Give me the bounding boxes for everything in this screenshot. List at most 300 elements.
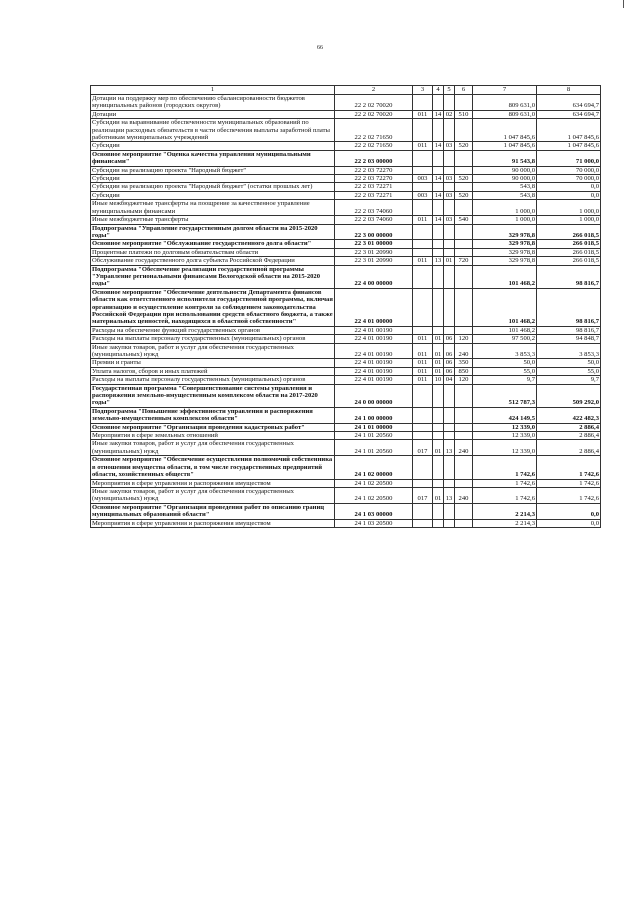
row-name-cell: Иные закупки товаров, работ и услуг для обеспечения государственных (муниципальных) нужд [91,343,335,359]
row-name-cell: Расходы на выплаты персоналу государственных (муниципальных) органов [91,335,335,343]
row-amount-2019-cell: 329 978,8 [473,240,537,248]
row-amount-2020-cell: 2 886,4 [537,440,601,456]
row-subsection-cell: 03 [444,191,455,199]
row-ministry-cell: 003 [413,175,433,183]
row-amount-2020-cell: 94 848,7 [537,335,601,343]
row-subsection-cell: 01 [444,257,455,265]
row-code-cell: 22 2 02 71650 [335,142,413,150]
row-amount-2019-cell: 1 047 845,6 [473,119,537,142]
row-code-cell: 24 1 01 20560 [335,440,413,456]
row-code-cell: 22 2 02 70020 [335,95,413,111]
row-code-cell: 24 1 00 00000 [335,407,413,423]
row-amount-2019-cell: 543,8 [473,183,537,191]
row-subsection-cell [444,288,455,326]
table-row [91,288,601,326]
table-row [91,423,601,431]
row-subsection-cell [444,183,455,191]
row-subsection-cell [444,407,455,423]
row-amount-2019-cell: 2 214,3 [473,503,537,519]
table-row [91,166,601,174]
row-ministry-cell [413,326,433,334]
row-amount-2019-cell: 1 000,0 [473,200,537,216]
row-name-cell: Государственная программа "Совершенствование системы управления и распоряжения земельно-имущественным комплексом области на 2017-2020 годы" [91,384,335,407]
row-amount-2020-cell: 1 742,6 [537,487,601,503]
row-name-cell: Премии и гранты [91,359,335,367]
row-ministry-cell [413,423,433,431]
table-row [91,326,601,334]
row-ministry-cell [413,119,433,142]
row-code-cell: 24 1 02 00000 [335,456,413,479]
row-ministry-cell [413,407,433,423]
row-type-cell [455,326,473,334]
row-subsection-cell: 06 [444,335,455,343]
row-amount-2020-cell: 2 886,4 [537,432,601,440]
row-section-cell: 01 [433,367,444,375]
row-amount-2020-cell: 1 047 845,6 [537,119,601,142]
row-section-cell [433,150,444,166]
budget-table [90,85,601,528]
row-section-cell [433,240,444,248]
row-type-cell: 240 [455,440,473,456]
row-code-cell: 22 3 00 00000 [335,224,413,240]
header-cell: 6 [455,86,473,95]
row-name-cell: Мероприятия в сфере управления и распоряжения имуществом [91,519,335,527]
header-cell: 7 [473,86,537,95]
row-type-cell [455,432,473,440]
row-type-cell [455,456,473,479]
table-header-row [91,86,601,95]
table-row [91,440,601,456]
row-amount-2020-cell: 98 816,7 [537,288,601,326]
row-name-cell: Основное мероприятие "Организация проведения кадастровых работ" [91,423,335,431]
row-ministry-cell [413,240,433,248]
row-subsection-cell [444,150,455,166]
scan-mark [623,0,624,8]
table-row [91,240,601,248]
table-body [91,95,601,528]
row-code-cell: 22 2 03 74060 [335,216,413,224]
row-subsection-cell: 06 [444,359,455,367]
row-section-cell: 14 [433,142,444,150]
row-ministry-cell [413,432,433,440]
row-code-cell: 22 4 01 00190 [335,343,413,359]
table-row [91,150,601,166]
row-ministry-cell: 011 [413,142,433,150]
table-row [91,359,601,367]
row-section-cell: 10 [433,376,444,384]
row-name-cell: Подпрограмма "Управление государственным долгом области на 2015-2020 годы" [91,224,335,240]
header-cell: 1 [91,86,335,95]
table-row [91,503,601,519]
row-name-cell: Подпрограмма "Повышение эффективности управления и распоряжения земельно-имущественным комплексом области" [91,407,335,423]
row-amount-2019-cell: 809 631,0 [473,95,537,111]
row-code-cell: 22 2 03 72270 [335,175,413,183]
table-row [91,335,601,343]
row-ministry-cell: 011 [413,216,433,224]
table-row [91,265,601,288]
row-code-cell: 22 4 00 00000 [335,265,413,288]
row-code-cell: 22 2 03 00000 [335,150,413,166]
table-row [91,343,601,359]
row-name-cell: Субсидии [91,191,335,199]
row-subsection-cell: 03 [444,142,455,150]
row-section-cell [433,183,444,191]
table-row [91,519,601,527]
row-amount-2020-cell: 70 000,0 [537,166,601,174]
row-type-cell: 510 [455,110,473,118]
row-amount-2019-cell: 97 500,2 [473,335,537,343]
row-subsection-cell [444,224,455,240]
row-section-cell [433,456,444,479]
row-type-cell [455,200,473,216]
row-section-cell [433,384,444,407]
row-amount-2020-cell: 71 000,0 [537,150,601,166]
table-row [91,142,601,150]
row-amount-2019-cell: 1 742,6 [473,456,537,479]
row-name-cell: Дотации на поддержку мер по обеспечению сбалансированности бюджетов муниципальных районов (городских округов) [91,95,335,111]
row-type-cell: 720 [455,257,473,265]
row-amount-2019-cell: 101 468,2 [473,288,537,326]
row-type-cell [455,407,473,423]
row-code-cell: 22 4 01 00190 [335,367,413,375]
row-amount-2020-cell: 0,0 [537,503,601,519]
row-ministry-cell [413,479,433,487]
row-amount-2019-cell: 91 543,8 [473,150,537,166]
row-code-cell: 22 4 01 00190 [335,376,413,384]
row-amount-2019-cell: 50,0 [473,359,537,367]
row-name-cell: Субсидии на реализацию проекта "Народный бюджет" [91,166,335,174]
table-row [91,110,601,118]
row-section-cell [433,265,444,288]
row-section-cell [433,166,444,174]
row-type-cell [455,503,473,519]
row-amount-2019-cell: 424 149,5 [473,407,537,423]
row-code-cell: 22 2 03 72271 [335,191,413,199]
row-subsection-cell [444,248,455,256]
page-number: 66 [317,45,323,51]
row-type-cell [455,288,473,326]
row-type-cell [455,95,473,111]
row-type-cell: 240 [455,487,473,503]
row-type-cell [455,265,473,288]
row-name-cell: Основное мероприятие "Обслуживание государственного долга области" [91,240,335,248]
header-cell: 4 [433,86,444,95]
row-ministry-cell: 011 [413,343,433,359]
row-code-cell: 22 2 03 74060 [335,200,413,216]
row-amount-2019-cell: 1 742,6 [473,487,537,503]
row-ministry-cell: 017 [413,440,433,456]
row-subsection-cell: 13 [444,440,455,456]
row-section-cell [433,288,444,326]
row-type-cell: 520 [455,175,473,183]
row-amount-2020-cell: 266 018,5 [537,240,601,248]
row-name-cell: Иные закупки товаров, работ и услуг для обеспечения государственных (муниципальных) нужд [91,440,335,456]
row-code-cell: 22 4 01 00190 [335,335,413,343]
row-amount-2019-cell: 9,7 [473,376,537,384]
row-subsection-cell: 06 [444,343,455,359]
table-row [91,257,601,265]
table-row [91,248,601,256]
row-type-cell: 120 [455,376,473,384]
table-row [91,376,601,384]
table-row [91,487,601,503]
row-section-cell: 01 [433,359,444,367]
row-ministry-cell [413,519,433,527]
row-subsection-cell [444,119,455,142]
row-code-cell: 24 1 01 00000 [335,423,413,431]
row-name-cell: Дотации [91,110,335,118]
row-amount-2019-cell: 12 339,0 [473,432,537,440]
row-subsection-cell [444,166,455,174]
row-type-cell [455,166,473,174]
row-subsection-cell [444,456,455,479]
row-ministry-cell: 011 [413,110,433,118]
row-subsection-cell [444,200,455,216]
table-row [91,175,601,183]
header-cell: 2 [335,86,413,95]
row-amount-2019-cell: 543,8 [473,191,537,199]
row-amount-2019-cell: 1 000,0 [473,216,537,224]
table-row [91,367,601,375]
row-section-cell [433,407,444,423]
row-name-cell: Основное мероприятие "Организация проведения работ по описанию границ муниципальных образований области" [91,503,335,519]
row-ministry-cell [413,503,433,519]
row-ministry-cell [413,224,433,240]
table-row [91,479,601,487]
row-amount-2019-cell: 1 742,6 [473,479,537,487]
row-amount-2019-cell: 512 787,3 [473,384,537,407]
row-amount-2020-cell: 3 853,3 [537,343,601,359]
row-section-cell: 14 [433,216,444,224]
row-name-cell: Мероприятия в сфере управления и распоряжения имуществом [91,479,335,487]
row-amount-2020-cell: 0,0 [537,519,601,527]
row-amount-2020-cell: 1 047 845,6 [537,142,601,150]
table-row [91,216,601,224]
row-subsection-cell [444,326,455,334]
row-type-cell [455,519,473,527]
table-row [91,407,601,423]
row-subsection-cell [444,95,455,111]
header-cell: 3 [413,86,433,95]
row-subsection-cell [444,519,455,527]
row-type-cell [455,248,473,256]
row-ministry-cell [413,288,433,326]
table-row [91,224,601,240]
row-type-cell [455,479,473,487]
row-amount-2019-cell: 101 468,2 [473,326,537,334]
row-name-cell: Расходы на обеспечение функций государственных органов [91,326,335,334]
row-name-cell: Уплата налогов, сборов и иных платежей [91,367,335,375]
row-code-cell: 24 1 01 20560 [335,432,413,440]
table-row [91,456,601,479]
row-amount-2020-cell: 1 742,6 [537,456,601,479]
row-name-cell: Процентные платежи по долговым обязательствам области [91,248,335,256]
row-amount-2020-cell: 634 694,7 [537,95,601,111]
row-section-cell: 01 [433,343,444,359]
row-amount-2020-cell: 98 816,7 [537,326,601,334]
row-amount-2019-cell: 329 978,8 [473,224,537,240]
row-subsection-cell: 02 [444,110,455,118]
row-amount-2019-cell: 1 047 845,6 [473,142,537,150]
row-amount-2019-cell: 101 468,2 [473,265,537,288]
row-name-cell: Иные межбюджетные трансферты на поощрение за качественное управление муниципальными финансами [91,200,335,216]
row-subsection-cell [444,423,455,431]
row-type-cell: 540 [455,216,473,224]
row-type-cell [455,224,473,240]
row-ministry-cell [413,248,433,256]
header-cell: 5 [444,86,455,95]
row-name-cell: Субсидии [91,175,335,183]
row-amount-2019-cell: 12 339,0 [473,423,537,431]
row-code-cell: 24 1 03 00000 [335,503,413,519]
row-name-cell: Основное мероприятие "Оценка качества управления муниципальными финансами" [91,150,335,166]
row-subsection-cell [444,432,455,440]
header-cell: 8 [537,86,601,95]
row-amount-2020-cell: 50,0 [537,359,601,367]
row-section-cell [433,248,444,256]
row-section-cell: 14 [433,175,444,183]
row-ministry-cell [413,95,433,111]
row-name-cell: Подпрограмма "Обеспечение реализации государственной программы "Управление региональными финансами Вологодской области на 2015-2020 годы" [91,265,335,288]
row-subsection-cell: 03 [444,216,455,224]
row-name-cell: Обслуживание государственного долга субъекта Российской Федерации [91,257,335,265]
row-section-cell [433,519,444,527]
row-amount-2020-cell: 98 816,7 [537,265,601,288]
row-subsection-cell [444,479,455,487]
row-type-cell: 120 [455,335,473,343]
row-section-cell: 01 [433,440,444,456]
row-code-cell: 22 2 03 72271 [335,183,413,191]
row-amount-2020-cell: 1 000,0 [537,200,601,216]
table-row [91,183,601,191]
row-subsection-cell: 04 [444,376,455,384]
row-name-cell: Мероприятия в сфере земельных отношений [91,432,335,440]
row-subsection-cell [444,240,455,248]
row-section-cell [433,423,444,431]
row-ministry-cell [413,200,433,216]
row-code-cell: 24 0 00 00000 [335,384,413,407]
row-amount-2020-cell: 0,0 [537,191,601,199]
row-amount-2020-cell: 2 886,4 [537,423,601,431]
row-name-cell: Иные межбюджетные трансферты [91,216,335,224]
row-code-cell: 24 1 02 20500 [335,479,413,487]
row-code-cell: 22 4 01 00000 [335,288,413,326]
row-ministry-cell: 017 [413,487,433,503]
row-ministry-cell: 011 [413,367,433,375]
row-ministry-cell: 011 [413,257,433,265]
row-amount-2019-cell: 809 631,0 [473,110,537,118]
table-row [91,200,601,216]
row-code-cell: 22 3 01 00000 [335,240,413,248]
row-amount-2019-cell: 2 214,3 [473,519,537,527]
row-name-cell: Субсидии на выравнивание обеспеченности муниципальных образований по реализации расходных обязательств в части обеспечения выплаты заработной платы работникам муниципальных учреждений [91,119,335,142]
row-section-cell [433,224,444,240]
row-amount-2020-cell: 509 292,0 [537,384,601,407]
row-code-cell: 22 2 03 72270 [335,166,413,174]
row-code-cell: 22 2 02 71650 [335,119,413,142]
row-section-cell: 01 [433,487,444,503]
row-type-cell: 350 [455,359,473,367]
row-code-cell: 22 2 02 70020 [335,110,413,118]
row-subsection-cell [444,265,455,288]
row-amount-2020-cell: 266 018,5 [537,257,601,265]
row-type-cell: 240 [455,343,473,359]
row-ministry-cell [413,166,433,174]
row-code-cell: 22 4 01 00190 [335,326,413,334]
row-ministry-cell [413,265,433,288]
table-row [91,432,601,440]
row-section-cell [433,119,444,142]
row-amount-2020-cell: 55,0 [537,367,601,375]
row-type-cell [455,240,473,248]
row-ministry-cell [413,150,433,166]
row-section-cell [433,200,444,216]
row-code-cell: 22 4 01 00190 [335,359,413,367]
row-subsection-cell: 06 [444,367,455,375]
row-section-cell: 01 [433,335,444,343]
row-type-cell: 850 [455,367,473,375]
row-amount-2019-cell: 90 000,0 [473,166,537,174]
row-name-cell: Основное мероприятие "Обеспечение деятельности Департамента финансов области как ответственного исполнителя государственной программы, включая организацию и осуществление контроля за соблюдением законодательства Российской Федерации при использовании средств областного бюджета, а также материальных ценностей, находящихся в областной собственности" [92,288,333,326]
row-type-cell [455,150,473,166]
row-amount-2020-cell: 422 482,3 [537,407,601,423]
row-name-cell: Основное мероприятие "Обеспечение осуществления полномочий собственника в отношении имущества области, в том числе государственных предприятий области, хозяйственных обществ" [91,456,335,479]
row-amount-2019-cell: 12 339,0 [473,440,537,456]
row-type-cell [455,384,473,407]
row-ministry-cell [413,384,433,407]
row-name-cell: Иные закупки товаров, работ и услуг для обеспечения государственных (муниципальных) нужд [91,487,335,503]
row-code-cell: 24 1 02 20500 [335,487,413,503]
row-section-cell [433,95,444,111]
row-amount-2020-cell: 0,0 [537,183,601,191]
row-amount-2020-cell: 266 018,5 [537,248,601,256]
row-section-cell: 14 [433,110,444,118]
row-ministry-cell: 011 [413,335,433,343]
row-code-cell: 22 3 01 20990 [335,248,413,256]
table-row [91,119,601,142]
row-amount-2020-cell: 9,7 [537,376,601,384]
row-section-cell [433,503,444,519]
row-ministry-cell: 011 [413,359,433,367]
row-amount-2019-cell: 329 978,8 [473,257,537,265]
row-name-cell: Субсидии на реализацию проекта "Народный бюджет" (остатки прошлых лет) [91,183,335,191]
row-section-cell: 14 [433,191,444,199]
row-section-cell: 13 [433,257,444,265]
row-amount-2020-cell: 1 000,0 [537,216,601,224]
row-amount-2020-cell: 266 018,5 [537,224,601,240]
table-row [91,191,601,199]
row-type-cell: 520 [455,191,473,199]
table-row [91,384,601,407]
row-section-cell [433,432,444,440]
row-ministry-cell [413,183,433,191]
row-ministry-cell: 003 [413,191,433,199]
row-subsection-cell [444,503,455,519]
row-amount-2020-cell: 634 694,7 [537,110,601,118]
row-section-cell [433,479,444,487]
row-subsection-cell: 03 [444,175,455,183]
row-amount-2019-cell: 90 000,0 [473,175,537,183]
row-amount-2019-cell: 55,0 [473,367,537,375]
row-name-cell: Субсидии [91,142,335,150]
row-type-cell [455,183,473,191]
row-ministry-cell [413,456,433,479]
row-ministry-cell: 011 [413,376,433,384]
row-subsection-cell: 13 [444,487,455,503]
row-code-cell: 24 1 03 20500 [335,519,413,527]
row-section-cell [433,326,444,334]
row-type-cell: 520 [455,142,473,150]
